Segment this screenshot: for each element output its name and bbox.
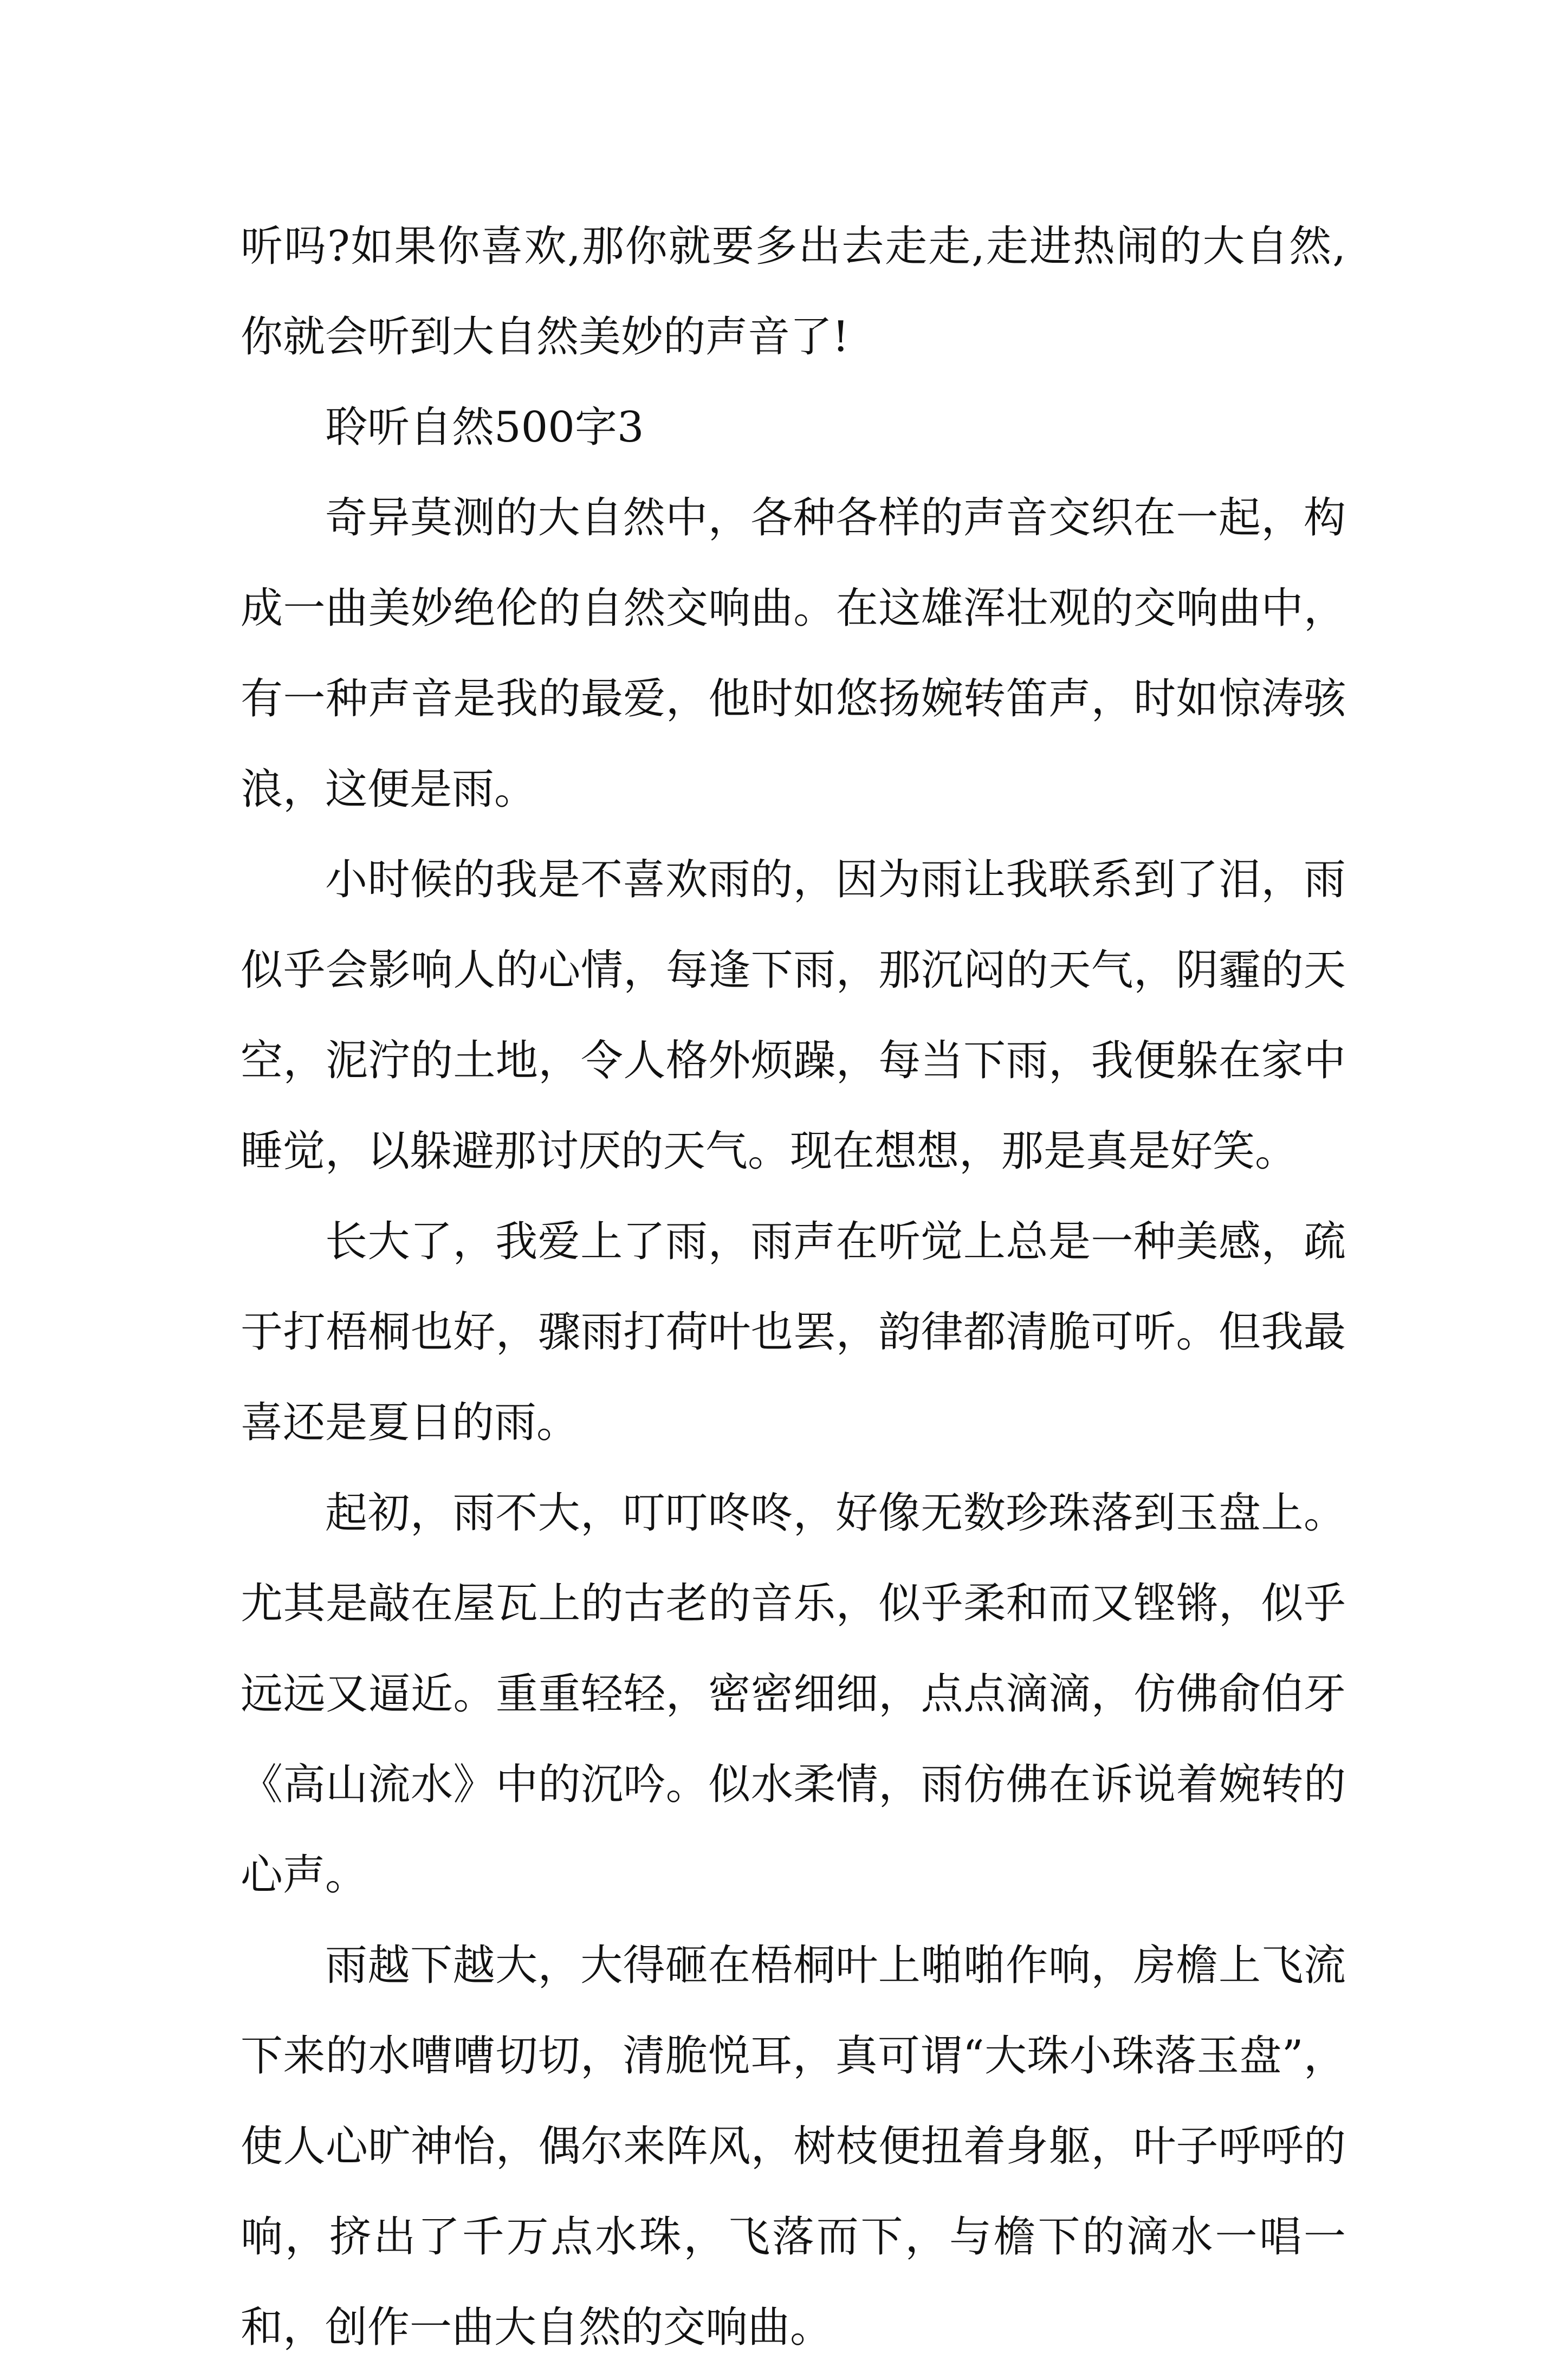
paragraph-5: 雨越下越大，大得砸在梧桐叶上啪啪作响，房檐上飞流下来的水嘈嘈切切，清脆悦耳，真可谓“大珠小珠落玉盘”，使人心旷神怡，偶尔来阵风，树枝便扭着身躯，叶子呼呼的响，挤出了千万点水珠，飞落而下，与檐下的滴水一唱一和，创作一曲大自然的交响曲。: [241, 1941, 1346, 2352]
paragraph-1: 奇异莫测的大自然中，各种各样的声音交织在一起，构成一曲美妙绝伦的自然交响曲。在这雄浑壮观的交响曲中，有一种声音是我的最爱，他时如悠扬婉转笛声，时如惊涛骇浪，这便是雨。: [241, 494, 1346, 814]
document-body: [241, 202, 1346, 2373]
paragraph-4: 起初，雨不大，叮叮咚咚，好像无数珍珠落到玉盘上。尤其是敲在屋瓦上的古老的音乐，似乎柔和而又铿锵，似乎远远又逼近。重重轻轻，密密细细，点点滴滴，仿佛俞伯牙《高山流水》中的沉吟。似水柔情，雨仿佛在诉说着婉转的心声。: [241, 1489, 1346, 1899]
paragraph-3: 长大了，我爱上了雨，雨声在听觉上总是一种美感，疏于打梧桐也好，骤雨打荷叶也罢，韵律都清脆可听。但我最喜还是夏日的雨。: [241, 1217, 1346, 1447]
section-heading: 聆听自然500字3: [325, 403, 644, 452]
paragraph-2: 小时候的我是不喜欢雨的，因为雨让我联系到了泪，雨似乎会影响人的心情，每逢下雨，那沉闷的天气，阴霾的天空，泥泞的土地，令人格外烦躁，每当下雨，我便躲在家中睡觉，以躲避那讨厌的天气。现在想想，那是真是好笑。: [241, 855, 1346, 1176]
paragraph-continued: 听吗?如果你喜欢,那你就要多出去走走,走进热闹的大自然,你就会听到大自然美妙的声音了!: [241, 222, 1346, 361]
